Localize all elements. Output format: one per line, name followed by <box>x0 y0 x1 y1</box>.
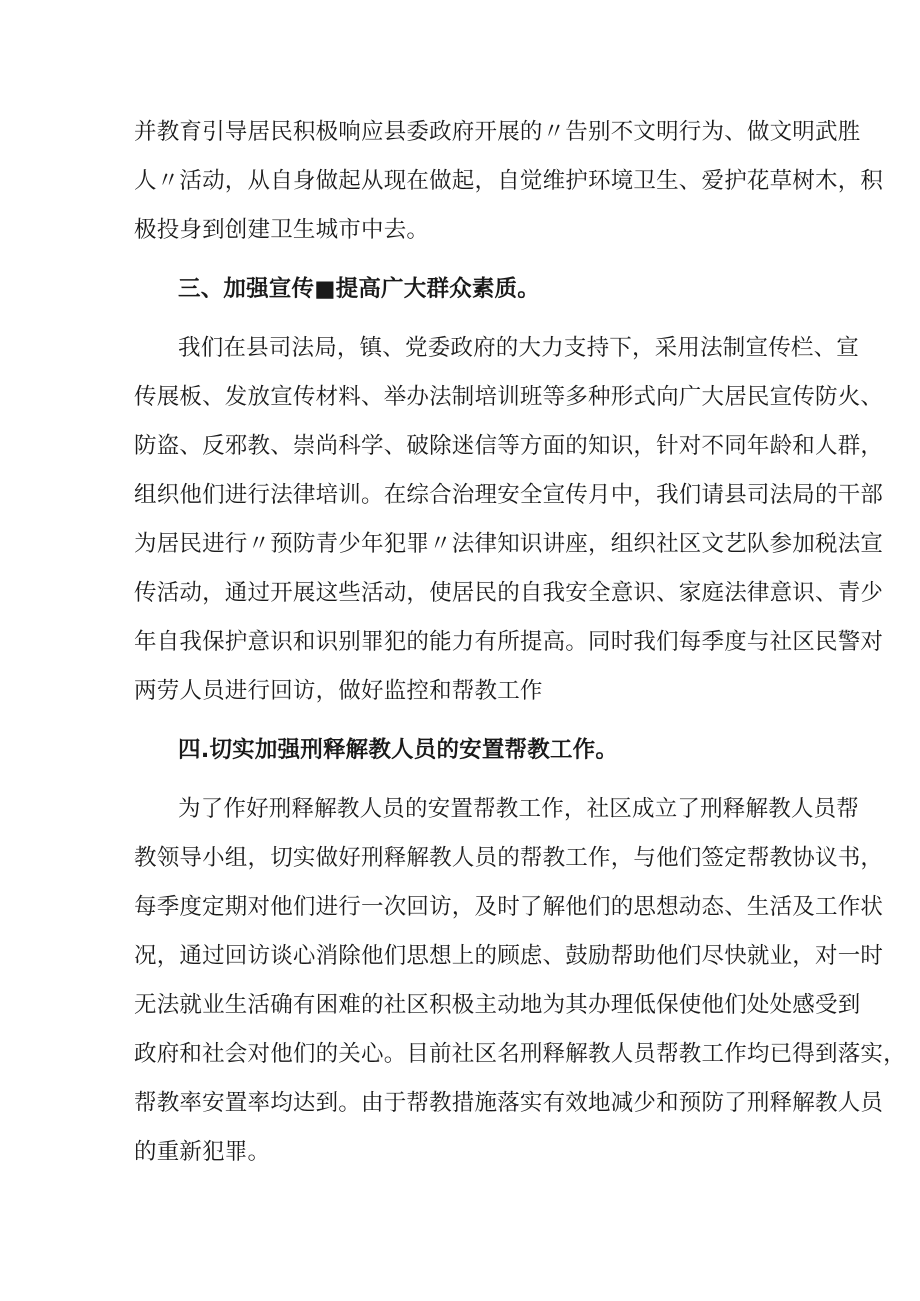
text-line: 无法就业生活确有困难的社区积极主动地为其办理低保使他们处处感受到 <box>134 992 861 1018</box>
section-heading-3: 三、加强宣传■提高广大群众素质。 <box>178 276 540 302</box>
text-line: 两劳人员进行回访，做好监控和帮教工作 <box>134 678 543 704</box>
text-line: 并教育引导居民积极响应县委政府开展的〃告别不文明行为、做文明武胜 <box>134 119 861 145</box>
text-line: 政府和社会对他们的关心。目前社区名刑释解教人员帮教工作均已得到落实， <box>134 1041 906 1067</box>
text-line: 极投身到创建卫生城市中去。 <box>134 217 430 243</box>
text-line: 年自我保护意识和识别罪犯的能力有所提高。同时我们每季度与社区民警对 <box>134 629 884 655</box>
text-line: 我们在县司法局，镇、党委政府的大力支持下，采用法制宣传栏、宣 <box>178 335 860 361</box>
section-heading-4: 四.切实加强刑释解教人员的安置帮教工作。 <box>178 737 619 763</box>
text-line: 为了作好刑释解教人员的安置帮教工作，社区成立了刑释解教人员帮 <box>178 796 860 822</box>
text-line: 传活动，通过开展这些活动，使居民的自我安全意识、家庭法律意识、青少 <box>134 580 884 606</box>
text-line: 人〃活动，从自身做起从现在做起，自觉维护环境卫生、爱护花草树木，积 <box>134 168 884 194</box>
text-line: 每季度定期对他们进行一次回访，及时了解他们的思想动态、生活及工作状 <box>134 894 884 920</box>
text-line: 况，通过回访谈心消除他们思想上的顾虑、鼓励帮助他们尽快就业，对一时 <box>134 943 884 969</box>
text-line: 防盗、反邪教、崇尚科学、破除迷信等方面的知识，针对不同年龄和人群， <box>134 433 884 459</box>
text-line: 的重新犯罪。 <box>134 1139 271 1165</box>
text-line: 教领导小组，切实做好刑释解教人员的帮教工作，与他们签定帮教协议书， <box>134 845 884 871</box>
text-line: 传展板、发放宣传材料、举办法制培训班等多种形式向广大居民宣传防火、 <box>134 384 884 410</box>
text-line: 为居民进行〃预防青少年犯罪〃法律知识讲座，组织社区文艺队参加税法宣 <box>134 531 884 557</box>
text-line: 帮教率安置率均达到。由于帮教措施落实有效地减少和预防了刑释解教人员 <box>134 1090 884 1116</box>
text-line: 组织他们进行法律培训。在综合治理安全宣传月中，我们请县司法局的干部 <box>134 482 884 508</box>
